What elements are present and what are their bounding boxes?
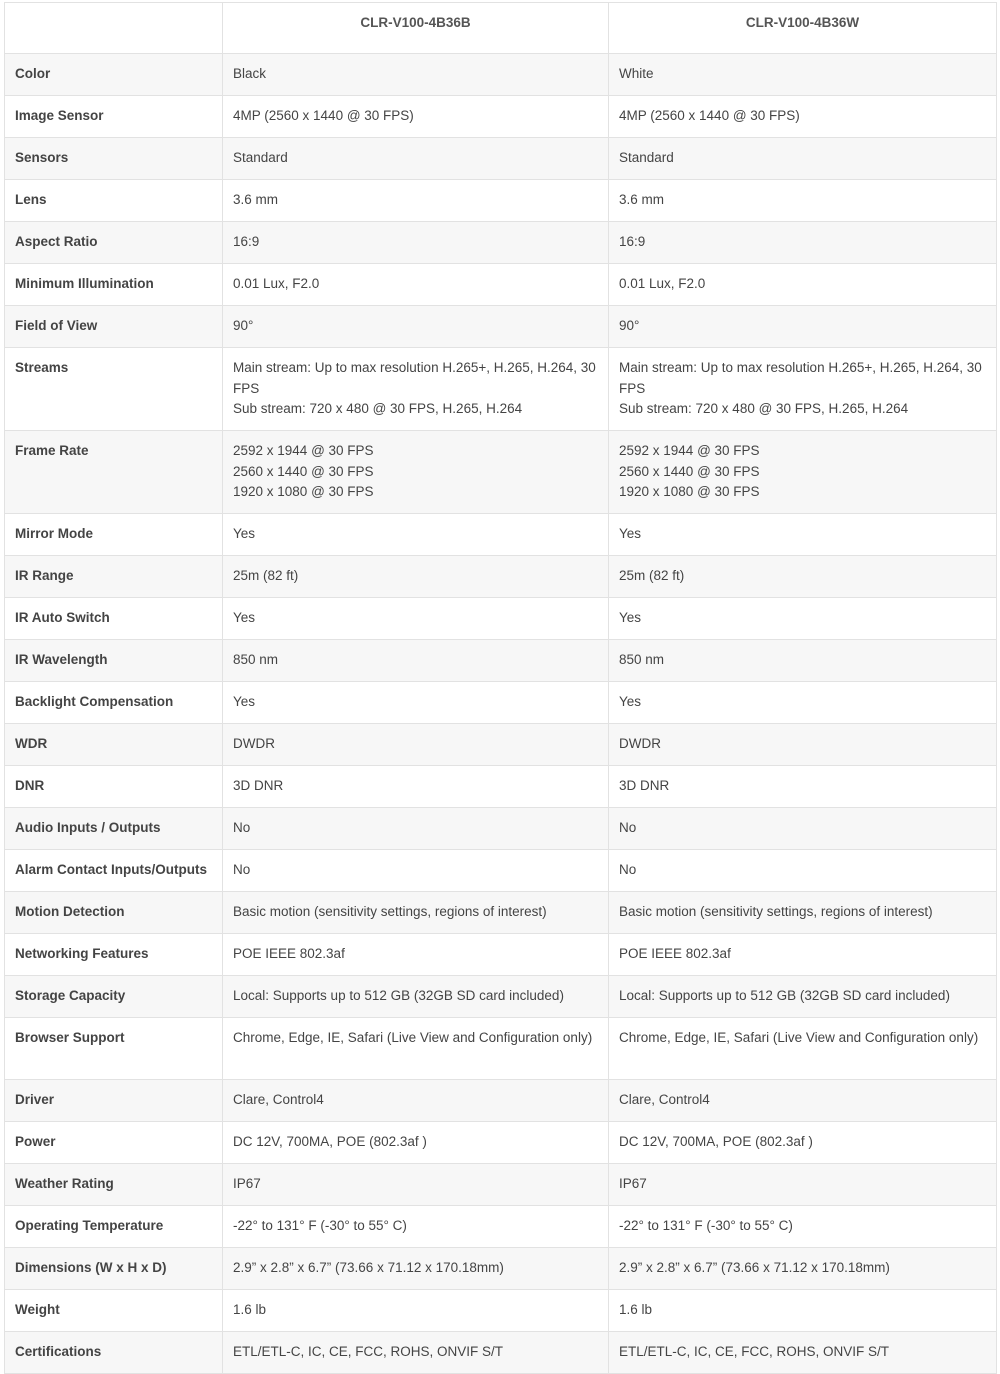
value-black: Basic motion (sensitivity settings, regions of interest): [223, 892, 609, 934]
value-white: IP67: [609, 1164, 997, 1206]
value-white: Yes: [609, 682, 997, 724]
row-label: IR Wavelength: [5, 640, 223, 682]
table-row: [5, 1206, 997, 1248]
value-white: -22° to 131° F (-30° to 55° C): [609, 1206, 997, 1248]
table-row: [5, 264, 997, 306]
value-white: Standard: [609, 138, 997, 180]
row-label: WDR: [5, 724, 223, 766]
table-row: [5, 1290, 997, 1332]
header-empty-cell: [5, 3, 223, 54]
value-white: 16:9: [609, 222, 997, 264]
table-row: [5, 1080, 997, 1122]
value-black: ETL/ETL-C, IC, CE, FCC, ROHS, ONVIF S/T: [223, 1332, 609, 1374]
value-black: 25m (82 ft): [223, 556, 609, 598]
value-white: 3.6 mm: [609, 180, 997, 222]
value-black: 1.6 lb: [223, 1290, 609, 1332]
value-black: Black: [223, 54, 609, 96]
table-row: [5, 724, 997, 766]
value-white: 3D DNR: [609, 766, 997, 808]
value-black: Clare, Control4: [223, 1080, 609, 1122]
value-white: No: [609, 850, 997, 892]
row-label: Mirror Mode: [5, 514, 223, 556]
value-black: No: [223, 850, 609, 892]
value-white: Basic motion (sensitivity settings, regions of interest): [609, 892, 997, 934]
value-black: -22° to 131° F (-30° to 55° C): [223, 1206, 609, 1248]
table-row: [5, 976, 997, 1018]
header-model-black: CLR-V100-4B36B: [223, 3, 609, 54]
value-white: 25m (82 ft): [609, 556, 997, 598]
row-label: Dimensions (W x H x D): [5, 1248, 223, 1290]
row-label: Streams: [5, 348, 223, 431]
row-label: Field of View: [5, 306, 223, 348]
spec-table-container: [4, 2, 996, 1374]
row-label: Audio Inputs / Outputs: [5, 808, 223, 850]
table-row: [5, 348, 997, 431]
value-black: DWDR: [223, 724, 609, 766]
value-black: 90°: [223, 306, 609, 348]
row-label: Networking Features: [5, 934, 223, 976]
table-row: [5, 306, 997, 348]
value-white: 4MP (2560 x 1440 @ 30 FPS): [609, 96, 997, 138]
value-white: Chrome, Edge, IE, Safari (Live View and Configuration only): [609, 1018, 997, 1080]
value-black: 3D DNR: [223, 766, 609, 808]
value-white: 90°: [609, 306, 997, 348]
row-label: Alarm Contact Inputs/Outputs: [5, 850, 223, 892]
value-white: Clare, Control4: [609, 1080, 997, 1122]
row-label: Frame Rate: [5, 431, 223, 514]
table-row: [5, 850, 997, 892]
table-row: [5, 598, 997, 640]
value-white: DC 12V, 700MA, POE (802.3af ): [609, 1122, 997, 1164]
value-black: 850 nm: [223, 640, 609, 682]
value-black: No: [223, 808, 609, 850]
table-row: [5, 180, 997, 222]
value-white: Yes: [609, 598, 997, 640]
value-black: POE IEEE 802.3af: [223, 934, 609, 976]
value-black: Standard: [223, 138, 609, 180]
value-white: 1.6 lb: [609, 1290, 997, 1332]
row-label: Color: [5, 54, 223, 96]
value-white: Yes: [609, 514, 997, 556]
table-row: [5, 138, 997, 180]
row-label: Lens: [5, 180, 223, 222]
row-label: Weight: [5, 1290, 223, 1332]
value-white: 850 nm: [609, 640, 997, 682]
header-model-white: CLR-V100-4B36W: [609, 3, 997, 54]
row-label: Minimum Illumination: [5, 264, 223, 306]
table-row: [5, 1248, 997, 1290]
value-white: 2.9” x 2.8” x 6.7” (73.66 x 71.12 x 170.18mm): [609, 1248, 997, 1290]
value-black: 4MP (2560 x 1440 @ 30 FPS): [223, 96, 609, 138]
value-black: Local: Supports up to 512 GB (32GB SD card included): [223, 976, 609, 1018]
row-label: Backlight Compensation: [5, 682, 223, 724]
row-label: Certifications: [5, 1332, 223, 1374]
value-black: Yes: [223, 682, 609, 724]
value-black: Yes: [223, 598, 609, 640]
table-row: [5, 808, 997, 850]
value-white: Local: Supports up to 512 GB (32GB SD card included): [609, 976, 997, 1018]
row-label: Aspect Ratio: [5, 222, 223, 264]
value-black: 3.6 mm: [223, 180, 609, 222]
row-label: Driver: [5, 1080, 223, 1122]
value-black: 2.9” x 2.8” x 6.7” (73.66 x 71.12 x 170.18mm): [223, 1248, 609, 1290]
value-white: 2592 x 1944 @ 30 FPS 2560 x 1440 @ 30 FPS 1920 x 1080 @ 30 FPS: [609, 431, 997, 514]
row-label: Sensors: [5, 138, 223, 180]
spec-comparison-table: [4, 2, 997, 1374]
value-white: DWDR: [609, 724, 997, 766]
table-row: [5, 766, 997, 808]
value-black: 0.01 Lux, F2.0: [223, 264, 609, 306]
table-row: [5, 556, 997, 598]
value-black: Yes: [223, 514, 609, 556]
value-white: Main stream: Up to max resolution H.265+, H.265, H.264, 30 FPS Sub stream: 720 x 480 @ 30 FPS, H.265, H.264: [609, 348, 997, 431]
value-black: Main stream: Up to max resolution H.265+, H.265, H.264, 30 FPS Sub stream: 720 x 480 @ 30 FPS, H.265, H.264: [223, 348, 609, 431]
table-header-row: [5, 3, 997, 54]
row-label: IR Auto Switch: [5, 598, 223, 640]
table-row: [5, 1164, 997, 1206]
row-label: DNR: [5, 766, 223, 808]
value-black: DC 12V, 700MA, POE (802.3af ): [223, 1122, 609, 1164]
value-white: White: [609, 54, 997, 96]
table-row: [5, 640, 997, 682]
table-row: [5, 1122, 997, 1164]
row-label: Weather Rating: [5, 1164, 223, 1206]
row-label: Motion Detection: [5, 892, 223, 934]
table-row: [5, 54, 997, 96]
table-row: [5, 1332, 997, 1374]
table-row: [5, 514, 997, 556]
value-white: 0.01 Lux, F2.0: [609, 264, 997, 306]
table-row: [5, 934, 997, 976]
row-label: IR Range: [5, 556, 223, 598]
value-white: ETL/ETL-C, IC, CE, FCC, ROHS, ONVIF S/T: [609, 1332, 997, 1374]
value-white: No: [609, 808, 997, 850]
row-label: Storage Capacity: [5, 976, 223, 1018]
value-black: Chrome, Edge, IE, Safari (Live View and Configuration only): [223, 1018, 609, 1080]
table-row: [5, 222, 997, 264]
value-black: IP67: [223, 1164, 609, 1206]
row-label: Operating Temperature: [5, 1206, 223, 1248]
table-row: [5, 1018, 997, 1080]
row-label: Power: [5, 1122, 223, 1164]
table-row: [5, 682, 997, 724]
value-black: 16:9: [223, 222, 609, 264]
value-white: POE IEEE 802.3af: [609, 934, 997, 976]
row-label: Browser Support: [5, 1018, 223, 1080]
value-black: 2592 x 1944 @ 30 FPS 2560 x 1440 @ 30 FPS 1920 x 1080 @ 30 FPS: [223, 431, 609, 514]
table-row: [5, 96, 997, 138]
table-row: [5, 892, 997, 934]
row-label: Image Sensor: [5, 96, 223, 138]
table-row: [5, 431, 997, 514]
table-body: [5, 54, 997, 1374]
